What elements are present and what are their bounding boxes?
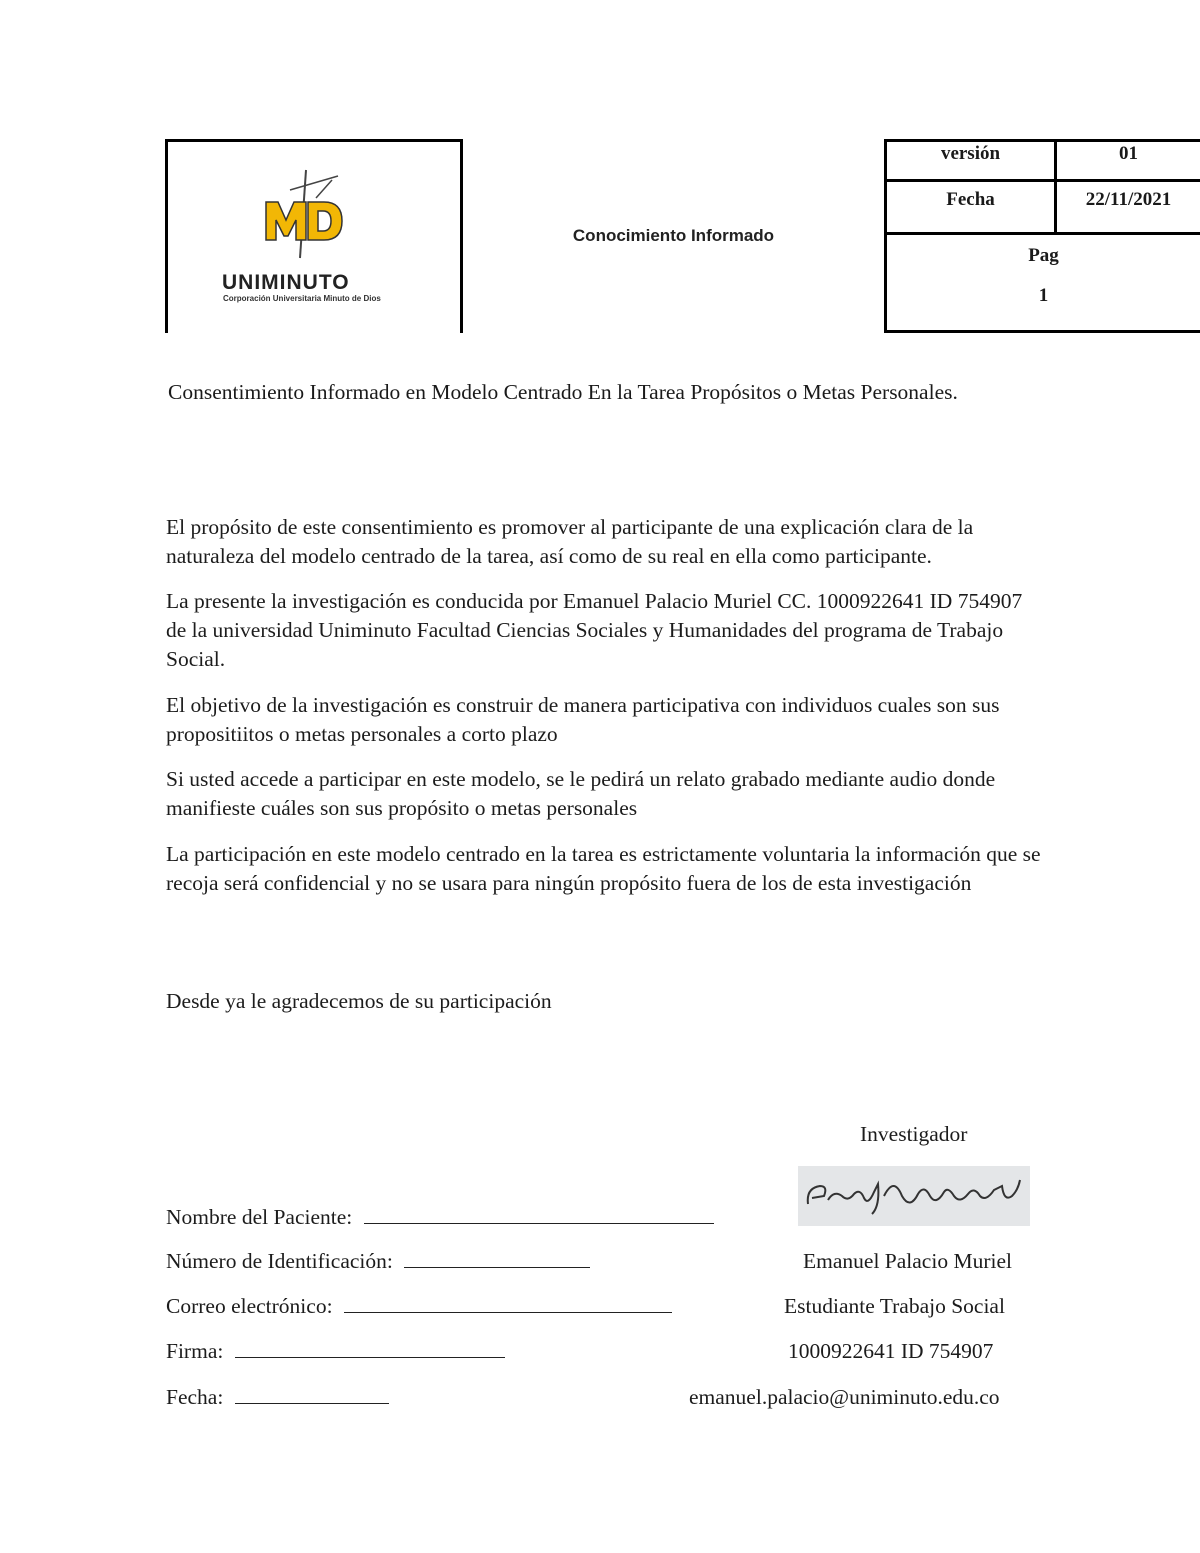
date-label: Fecha [946,189,995,210]
paragraph-investigator: La presente la investigación es conducida por Emanuel Palacio Muriel CC. 1000922641 ID 754907 de la universidad Uniminuto Facultad Ciencias Sociales y Humanidades del programa de Trabajo Social. [166,589,1023,671]
table-border-top-left [165,139,463,142]
investigator-heading: Investigador [860,1122,968,1146]
email-field[interactable] [344,1294,672,1313]
investigator-email: emanuel.palacio@uniminuto.edu.co [689,1385,1000,1409]
patient-name-label: Nombre del Paciente: [166,1205,353,1229]
signature-field[interactable] [235,1339,505,1358]
version-value: 01 [1119,143,1138,164]
signature-label: Firma: [166,1339,224,1363]
patient-name-field[interactable] [364,1205,714,1224]
investigator-name: Emanuel Palacio Muriel [803,1249,1012,1273]
investigator-role: Estudiante Trabajo Social [784,1294,1005,1318]
paragraph-participation: Si usted accede a participar en este modelo, se le pedirá un relato grabado mediante audio donde manifieste cuáles son sus propósito o metas personales [166,767,996,820]
investigator-ids: 1000922641 ID 754907 [788,1339,994,1363]
header-title: Conocimiento Informado [572,226,775,245]
date-row [166,1385,389,1410]
signature-row [166,1339,505,1364]
page-label: Pag [1028,245,1059,266]
investigator-signature [798,1166,1030,1226]
email-label: Correo electrónico: [166,1294,333,1318]
table-row-line-1 [884,179,1200,182]
form-date-label: Fecha: [166,1385,224,1409]
uniminuto-logo [220,168,420,308]
thanks-text: Desde ya le agradecemos de su participación [166,989,552,1013]
table-row-line-2 [884,232,1200,235]
logo-subtitle: Corporación Universitaria Minuto de Dios [223,294,381,303]
paragraph-voluntary: La participación en este modelo centrado en la tarea es estrictamente voluntaria la información que se recoja será confidencial y no se usara para ningún propósito fuera de los de esta investigación [166,842,1041,895]
paragraph-purpose: El propósito de este consentimiento es promover al participante de una explicación clara de la naturaleza del modelo centrado de la tarea, así como de su real en ella como participante. [166,515,974,568]
table-border-top-right [884,139,1200,142]
page-number: 1 [1038,285,1049,306]
table-border-bottom [884,330,1200,333]
form-date-field[interactable] [235,1385,389,1404]
id-number-label: Número de Identificación: [166,1249,393,1273]
document-title: Consentimiento Informado en Modelo Centrado En la Tarea Propósitos o Metas Personales. [168,380,958,404]
id-number-field[interactable] [404,1249,590,1268]
id-number-row [166,1249,590,1274]
table-border-left [165,139,168,333]
patient-name-row [166,1205,714,1230]
paragraph-objective: El objetivo de la investigación es construir de manera participativa con individuos cuales son sus propositiitos o metas personales a corto plazo [166,693,1000,746]
date-value: 22/11/2021 [1085,189,1172,210]
logo-wordmark: UNIMINUTO [222,271,350,294]
email-row [166,1294,672,1319]
version-label: versión [940,143,1001,164]
signature-icon [798,1166,1030,1226]
